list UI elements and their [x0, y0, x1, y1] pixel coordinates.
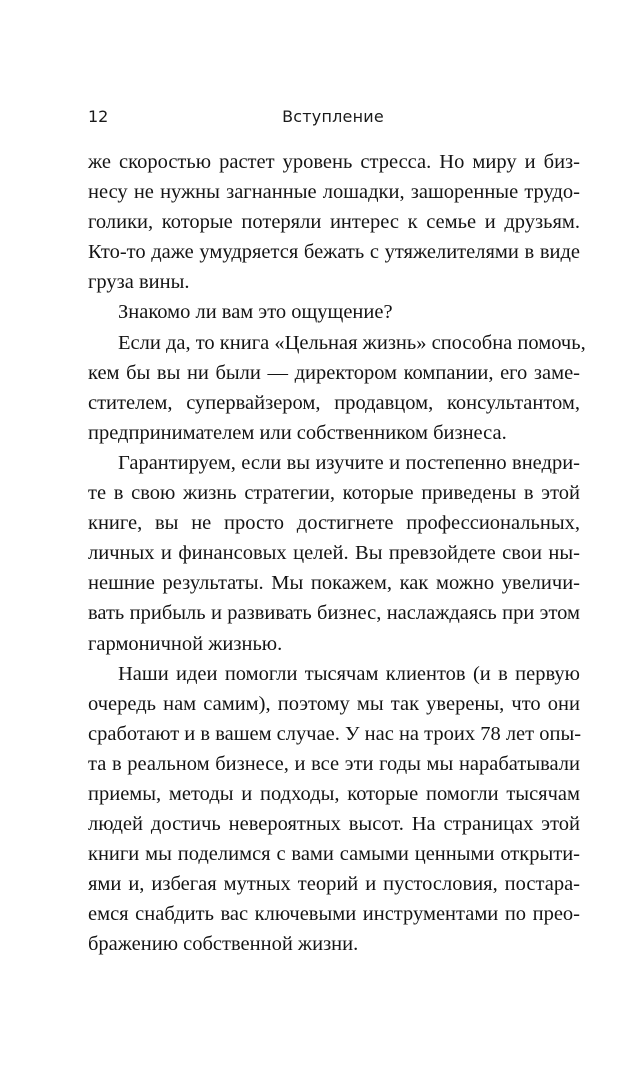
- text-line: приемы, методы и подходы, которые помогли тысячам: [88, 782, 580, 805]
- text-line: же скоростью растет уровень стресса. Но миру и биз-: [88, 151, 580, 173]
- text-line: те в свою жизнь стратегии, которые приведены в этой: [88, 482, 580, 505]
- text-line: бражению собственной жизни.: [88, 933, 359, 956]
- running-head: [88, 104, 578, 130]
- text-line: Наши идеи помогли тысячам клиентов (и в первую: [118, 662, 580, 685]
- page-number: 12: [88, 107, 109, 126]
- section-title: Вступление: [282, 107, 384, 126]
- text-line: емся снабдить вас ключевыми инструментами по прео-: [88, 903, 580, 926]
- text-line: книге, вы не просто достигнете профессиональных,: [88, 512, 580, 535]
- text-line: нешние результаты. Мы покажем, как можно увеличи-: [88, 572, 580, 595]
- text-line: личных и финансовых целей. Вы превзойдете свои ны-: [88, 542, 580, 565]
- text-line: сработают и в вашем случае. У нас на троих 78 лет опы-: [88, 722, 582, 745]
- text-line: Кто-то даже умудряется бежать с утяжелителями в виде: [88, 241, 580, 264]
- text-line: груза вины.: [88, 271, 190, 294]
- text-line: голики, которые потеряли интерес к семье и друзьям.: [88, 211, 580, 234]
- text-line: гармоничной жизнью.: [88, 632, 283, 655]
- text-line: предпринимателем или собственником бизнеса.: [88, 421, 507, 444]
- text-line: Знакомо ли вам это ощущение?: [118, 301, 393, 324]
- text-line: людей достичь невероятных высот. На страницах этой: [88, 813, 580, 836]
- text-line: та в реальном бизнесе, и все эти годы мы нарабатывали: [88, 752, 580, 775]
- text-line: несу не нужны загнанные лошадки, зашоренные трудо-: [88, 181, 580, 204]
- text-line: очередь нам самим), поэтому мы так уверены, что они: [88, 692, 580, 715]
- text-line: стителем, супервайзером, продавцом, консультантом,: [88, 391, 580, 414]
- text-line: книги мы поделимся с вами самыми ценными открыти-: [88, 843, 580, 866]
- body-text: [88, 147, 586, 960]
- text-line: кем бы вы ни были — директором компании, его заме-: [88, 361, 580, 384]
- text-line: вать прибыль и развивать бизнес, наслаждаясь при этом: [88, 602, 580, 625]
- text-line: ями и, избегая мутных теорий и пустословия, постара-: [88, 873, 580, 896]
- text-line: Гарантируем, если вы изучите и постепенно внедри-: [118, 451, 580, 474]
- text-line: Если да, то книга «Цельная жизнь» способна помочь,: [118, 331, 586, 354]
